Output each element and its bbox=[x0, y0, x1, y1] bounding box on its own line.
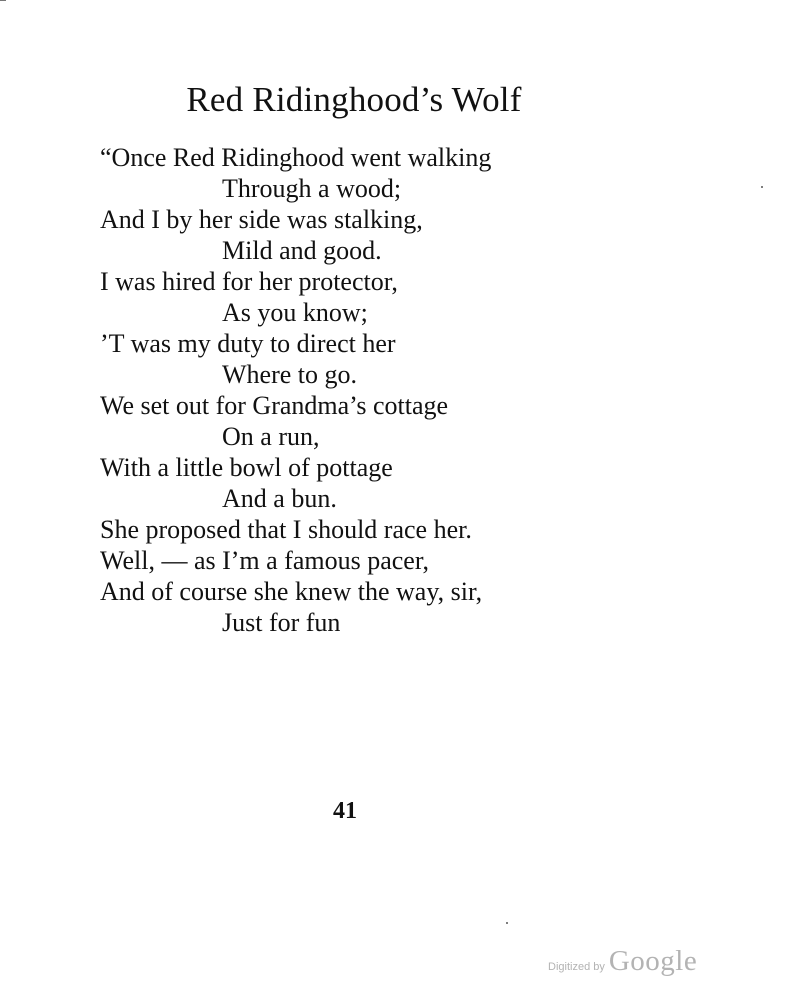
scan-edge-mark bbox=[0, 0, 6, 1]
poem-line: Just for fun bbox=[222, 608, 341, 637]
poem-line: Well, — as I’m a famous pacer, bbox=[100, 546, 429, 575]
poem-line: And I by her side was stalking, bbox=[100, 205, 423, 234]
poem-line: Mild and good. bbox=[222, 236, 382, 265]
scan-speck bbox=[761, 186, 763, 188]
poem-line: ’T was my duty to direct her bbox=[100, 329, 396, 358]
poem-line: “Once Red Ridinghood went walking bbox=[100, 143, 492, 172]
google-logo: Google bbox=[608, 945, 698, 977]
poem-line: I was hired for her protector, bbox=[100, 267, 398, 296]
poem-title: Red Ridinghood’s Wolf bbox=[186, 80, 522, 119]
poem-line: We set out for Grandma’s cottage bbox=[100, 391, 449, 420]
poem-line: With a little bowl of pottage bbox=[100, 453, 393, 482]
poem-body bbox=[100, 142, 720, 638]
poem-line: She proposed that I should race her. bbox=[100, 515, 472, 544]
digitized-watermark bbox=[548, 945, 697, 978]
watermark-prefix: Digitized by bbox=[548, 961, 605, 973]
scan-speck bbox=[506, 922, 508, 924]
page-number: 41 bbox=[333, 798, 357, 824]
poem-line: As you know; bbox=[222, 298, 368, 327]
poem-line: Where to go. bbox=[222, 360, 358, 389]
poem-line: And of course she knew the way, sir, bbox=[100, 577, 483, 606]
poem-line: Through a wood; bbox=[222, 174, 402, 203]
poem-line: And a bun. bbox=[222, 484, 337, 513]
poem-line: On a run, bbox=[222, 422, 320, 451]
